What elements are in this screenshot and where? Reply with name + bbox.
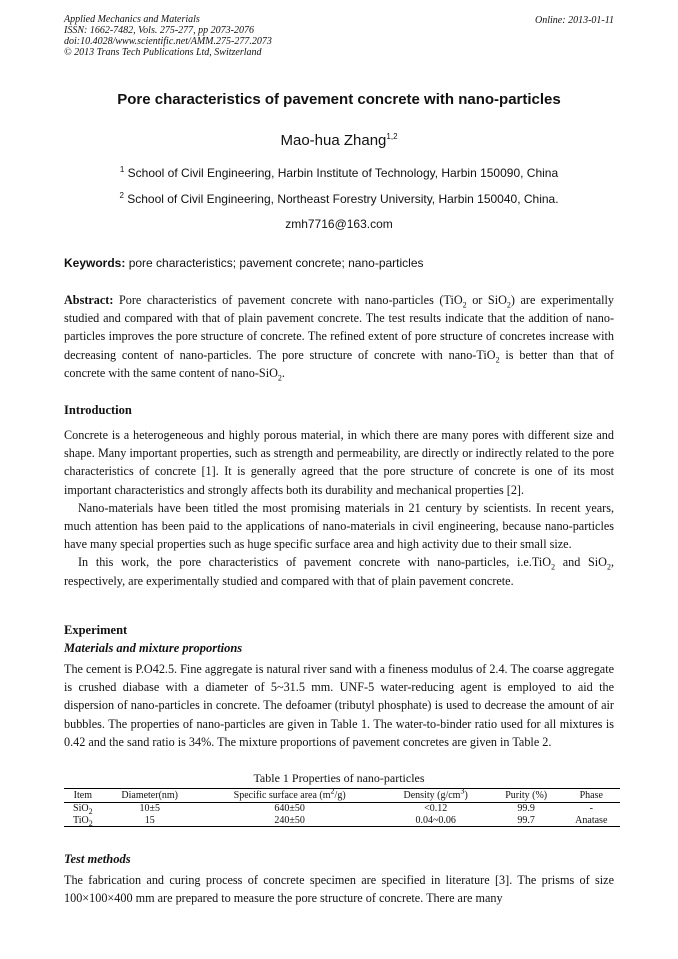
col-ssa-unit: /g) [334,790,346,801]
col-density [382,786,490,803]
cell-item [64,815,102,827]
table-row [64,803,620,815]
col-purity: Purity (%) [490,789,563,803]
intro-p3-text-2: and SiO [555,555,607,570]
cell-density: 0.04~0.06 [382,815,490,827]
cell-ssa: 640±50 [274,803,305,814]
cell-diameter: 10±5 [139,803,160,814]
paper-title: Pore characteristics of pavement concrete with nano-particles [117,91,561,108]
author-email: zmh7716@163.com [285,217,393,231]
affiliation-1-sup: 1 [119,165,125,174]
abstract-label: Abstract: [64,293,114,307]
table-1 [64,788,620,827]
table-row [64,815,620,827]
doi-line: doi:10.4028/www.scientific.net/AMM.275-277.2073 [64,36,272,47]
keywords [64,256,424,270]
abstract-sub-1: 2 [462,300,467,310]
affiliation-2-text: School of Civil Engineering, Northeast Forestry University, Harbin 150040, China. [127,192,559,206]
abstract-text-2: or SiO [466,293,507,307]
cell-item [64,803,102,815]
test-methods-subheading: Test methods [64,852,131,866]
cell-phase: Anatase [563,815,620,827]
keywords-label: Keywords: [64,256,126,270]
col-density-sup: 3 [460,786,465,796]
cell-purity: 99.9 [517,803,535,814]
intro-paragraph-2: Nano-materials have been titled the most promising materials in 21 century by scientists. In recent years, much attention has been paid to the applications of nano-materials in civil engineering, because nano-particles have many special properties such as huge specific surface area and high activity due to their small size. [64,500,614,552]
author-sup: 1,2 [386,132,398,141]
affiliation-2-sup: 2 [119,191,124,200]
introduction-heading: Introduction [64,403,132,417]
abstract-sub-2: 2 [506,300,511,310]
intro-paragraph-1: Concrete is a heterogeneous and highly porous material, in which there are many pores with different size and shape. Many important properties, such as strength and permeability, are directly or indirectly related to the pore characteristics of concrete [1]. It is generally agreed that the pore structure of concrete is one of its most important characteristics and strongly affects both its durability and mechanical properties [2]. [64,428,614,497]
intro-p3-text-3: , respectively, are experimentally studied and compared with that of plain pavement concrete. [64,555,615,588]
col-specific-surface-area [198,786,382,803]
experiment-heading: Experiment [64,623,128,637]
intro-p3-sub-2: 2 [606,562,611,572]
col-diameter: Diameter(nm) [102,789,198,803]
abstract [64,291,614,382]
col-item: Item [64,789,102,803]
col-ssa-text: Specific surface area (m [233,790,331,801]
table-1-header-row [64,789,620,803]
abstract-text-3: ) are experimentally studied and compared with that of plain pavement concrete. The test results indicate that the addition of nano-particles improves the pore structure of concrete. The refined extent of pore structure of concretes increase with decreasing content of nano-particles. The pore structure of concrete with nano-TiO [64,293,615,362]
table-1-caption: Table 1 Properties of nano-particles [253,771,425,785]
cell-item-sub: 2 [88,807,93,816]
abstract-sub-3: 2 [495,355,500,365]
cell-density: <0.12 [424,803,448,814]
cell-item-text: SiO [73,803,89,814]
author [0,132,678,149]
introduction-body [64,426,614,590]
col-ssa-sup: 2 [330,786,335,796]
cell-item-text: TiO [72,814,89,826]
affiliation-2 [0,192,678,206]
abstract-sub-4: 2 [277,373,282,383]
abstract-text-5: . [281,365,285,380]
cell-item-sub: 2 [88,818,93,828]
intro-p3-text-1: In this work, the pore characteristics of pavement concrete with nano-particles, i.e.TiO [78,555,552,570]
col-density-unit: ) [464,790,468,801]
col-density-text: Density (g/cm [403,790,461,801]
abstract-text-1: Pore characteristics of pavement concrete with nano-particles (TiO [118,293,463,307]
materials-paragraph: The cement is P.O42.5. Fine aggregate is natural river sand with a fineness modulus of 2.4. The coarse aggregate is crushed diabase with a diameter of 5~31.5 mm. UNF-5 water-reducing agent is employed to aid the dispersion of nano-particles in concrete. The defoamer (tributyl phosphate) is used to decrease the amount of air bubbles. The properties of nano-particles are given in Table 1. The water-to-binder ratio used for all mixtures is 0.42 and the sand ratio is 34%. The mixture proportions of pavement concretes are given in Table 2. [64,662,614,749]
issn-line: ISSN: 1662-7482, Vols. 275-277, pp 2073-2076 [64,25,254,36]
abstract-text-4: is better than that of concrete with the same content of nano-SiO [64,347,614,380]
author-name: Mao-hua Zhang [280,132,387,149]
affiliation-1 [0,166,678,180]
keywords-text: pore characteristics; pavement concrete; nano-particles [128,256,424,270]
copyright-line: © 2013 Trans Tech Publications Ltd, Switzerland [64,47,262,58]
cell-diameter: 15 [102,815,198,827]
affiliation-1-text: School of Civil Engineering, Harbin Institute of Technology, Harbin 150090, China [127,166,559,180]
intro-paragraph-3 [64,553,614,589]
cell-ssa: 240±50 [198,815,382,827]
intro-p3-sub-1: 2 [551,562,556,572]
cell-purity: 99.7 [490,815,563,827]
online-date: Online: 2013-01-11 [535,15,614,26]
journal-name: Applied Mechanics and Materials [64,14,200,25]
col-phase: Phase [563,789,620,803]
cell-phase: - [589,803,593,814]
materials-subheading: Materials and mixture proportions [64,641,243,655]
test-methods-paragraph: The fabrication and curing process of concrete specimen are specified in literature [3]. The prisms of size 100×100×400 mm are prepared to measure the pore structure of concrete. There are many [64,873,614,906]
